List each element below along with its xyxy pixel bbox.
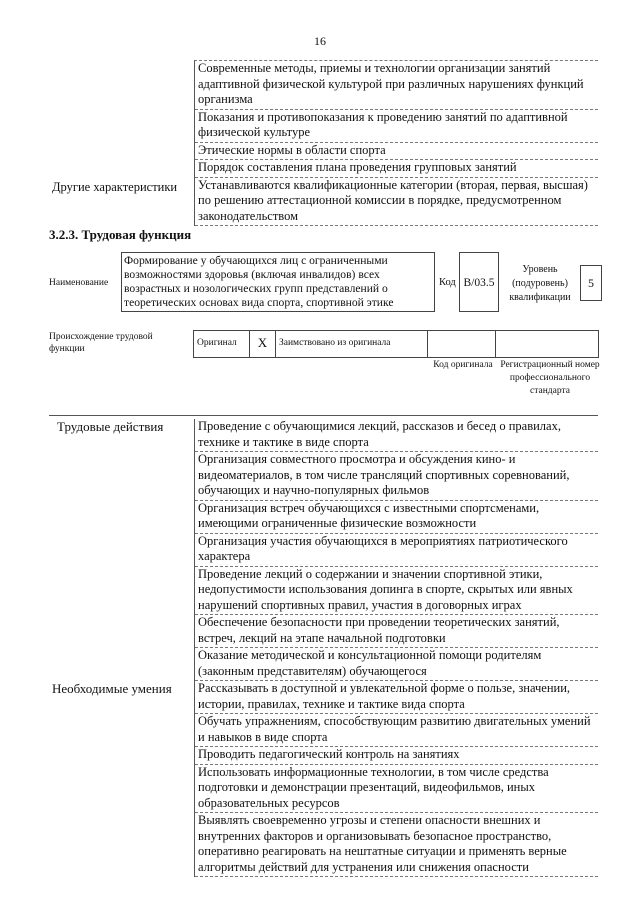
original-label: Оригинал — [193, 331, 249, 357]
table-cell: Оказание методической и консультационной помощи родителям (законным представителям) обучающегося — [195, 648, 598, 681]
table-cell: Проведение лекций о содержании и значении спортивной этики, недопустимости использования допинга в спорте, скрытых или явных нарушений спортивных правил, участия в договорных играх — [195, 567, 598, 616]
table-cell: Проводить педагогический контроль на занятиях — [195, 747, 598, 765]
function-code: B/03.5 — [459, 252, 499, 312]
section-title: 3.2.3. Трудовая функция — [49, 227, 192, 242]
table-row — [49, 178, 598, 227]
row-label — [49, 60, 194, 178]
divider — [49, 415, 598, 416]
table-cell: Организация участия обучающихся в мероприятиях патриотического характера — [195, 534, 598, 567]
table-row — [49, 681, 598, 877]
top-table — [49, 60, 598, 226]
reg-number-cell — [495, 331, 599, 357]
row-label: Трудовые действия — [57, 419, 164, 434]
table-cell: Организация встреч обучающихся с известными спортсменами, имеющими ограниченные физические возможности — [195, 501, 598, 534]
page-number: 16 — [314, 34, 326, 48]
table-cell: Обучать упражнениям, способствующим развитию двигательных умений и навыков в виде спорта — [195, 714, 598, 747]
table-row — [49, 419, 598, 681]
table-cell: Выявлять своевременно угрозы и степени опасности внешних и внутренних факторов и организовывать безопасное пространство, оперативно реагировать на нештатные ситуации и применять верные алгоритмы действий для устранения или снижения опасности — [195, 813, 598, 877]
row-label: Необходимые умения — [52, 681, 172, 696]
borrowed-label: Заимствовано из оригинала — [275, 331, 427, 357]
origin-row — [193, 330, 599, 358]
level-label: Уровень (подуровень) квалификации — [509, 264, 571, 303]
code-original-cell — [427, 331, 495, 357]
actions-table — [49, 419, 598, 877]
table-cell: Показания и противопоказания к проведению занятий по адаптивной физической культуре — [195, 110, 598, 143]
table-cell: Организация совместного просмотра и обсуждения кино- и видеоматериалов, в том числе трансляций спортивных соревнований, обучающих и научно-популярных фильмов — [195, 452, 598, 501]
table-cell: Использовать информационные технологии, в том числе средства подготовки и демонстрации презентаций, видеофильмов, иных образовательных ресурсов — [195, 765, 598, 814]
table-cell: Рассказывать в доступной и увлекательной форме о пользе, значении, истории, правилах, технике и тактике вида спорта — [195, 681, 598, 714]
function-level: 5 — [580, 265, 602, 301]
code-label: Код — [439, 277, 456, 288]
row-label: Другие характеристики — [52, 179, 178, 194]
table-cell: Проведение с обучающимися лекций, рассказов и бесед о правилах, технике и тактике в виде спорта — [195, 419, 598, 452]
code-original-caption: Код оригинала — [433, 360, 493, 370]
name-label: Наименование — [49, 278, 109, 288]
table-cell: Этические нормы в области спорта — [195, 143, 598, 161]
table-cell: Порядок составления плана проведения групповых занятий — [195, 160, 598, 178]
origin-label: Происхождение трудовой функции — [49, 332, 153, 354]
function-name: Формирование у обучающихся лиц с ограниченными возможностями здоровья (включая инвалидов) всех возрастных и нозологических групп представлений о теоретических основах вида спорта, спортивной этике — [121, 252, 435, 312]
original-mark: X — [249, 331, 275, 357]
reg-number-caption: Регистрационный номер профессионального стандарта — [500, 360, 600, 396]
table-row — [49, 60, 598, 178]
table-cell: Современные методы, приемы и технологии организации занятий адаптивной физической культурой при различных нарушениях функций организма — [195, 61, 598, 110]
table-cell: Обеспечение безопасности при проведении теоретических занятий, встреч, лекций на этапе начальной подготовки — [195, 615, 598, 648]
table-cell: Устанавливаются квалификационные категории (вторая, первая, высшая) по решению аттестационной комиссии в порядке, предусмотренном законодательством — [195, 178, 598, 227]
